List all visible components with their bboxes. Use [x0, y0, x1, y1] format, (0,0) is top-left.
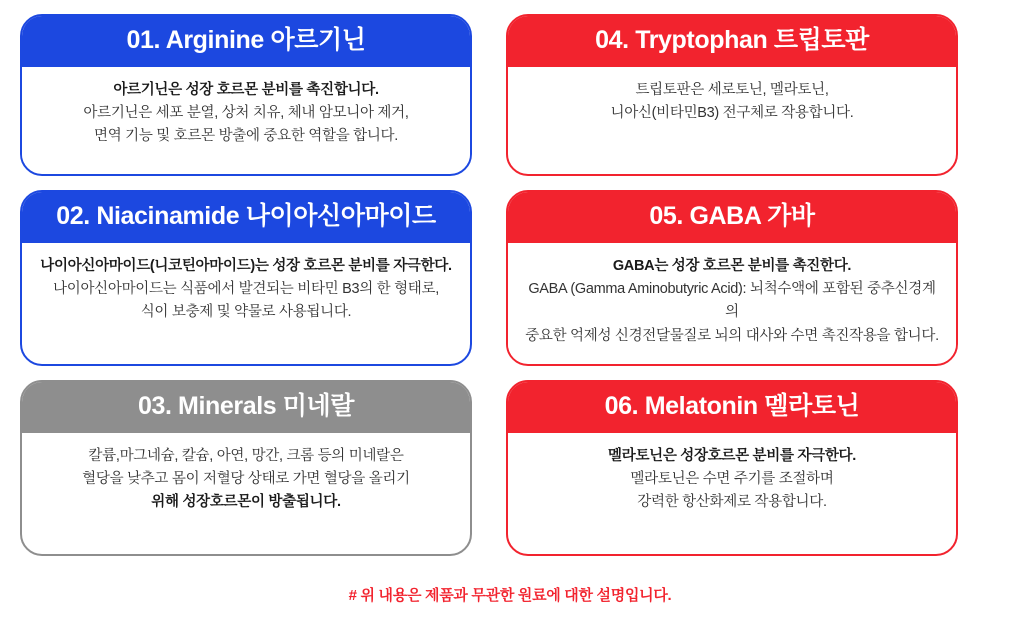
- card-line: 멜라토닌은 성장호르몬 분비를 자극한다.: [608, 447, 856, 464]
- card-line: GABA (Gamma Aminobutyric Acid): 뇌척수액에 포함된 중추신경계의: [528, 280, 936, 321]
- card-line: 아르기닌은 세포 분열, 상처 치유, 체내 암모니아 제거,: [83, 104, 409, 121]
- card-title: 05. GABA 가바: [649, 202, 815, 230]
- ingredient-card-gaba: [506, 190, 958, 366]
- card-header: [22, 192, 470, 243]
- card-line: 트립토판은 세로토닌, 멜라토닌,: [635, 81, 829, 98]
- card-line: GABA는 성장 호르몬 분비를 촉진한다.: [612, 257, 852, 274]
- card-title: 02. Niacinamide 나이아신아마이드: [56, 202, 436, 230]
- card-header: [22, 16, 470, 67]
- card-line: 멜라토닌은 수면 주기를 조절하며: [630, 470, 834, 487]
- ingredient-card-arginine: [20, 14, 472, 176]
- card-body: [22, 433, 470, 529]
- ingredient-card-niacinamide: [20, 190, 472, 366]
- card-line: 위해 성장호르몬이 방출됩니다.: [151, 494, 341, 511]
- card-line: 혈당을 낮추고 몸이 저혈당 상태로 가면 혈당을 올리기: [82, 470, 410, 487]
- card-line: 나이아신아마이드는 식품에서 발견되는 비타민 B3의 한 형태로,: [53, 280, 439, 297]
- ingredient-card-tryptophan: [506, 14, 958, 176]
- card-line: 면역 기능 및 호르몬 방출에 중요한 역할을 합니다.: [94, 128, 398, 145]
- card-line: 식이 보충제 및 약물로 사용됩니다.: [140, 304, 352, 321]
- card-body: [22, 67, 470, 163]
- card-header: [22, 382, 470, 433]
- card-body: [508, 243, 956, 363]
- card-line: 강력한 항산화제로 작용합니다.: [637, 494, 827, 511]
- ingredient-card-grid: [20, 14, 1000, 556]
- card-title: 06. Melatonin 멜라토닌: [604, 392, 860, 420]
- card-line: 칼륨,마그네슘, 칼슘, 아연, 망간, 크롬 등의 미네랄은: [88, 447, 404, 464]
- card-title: 04. Tryptophan 트립토판: [595, 26, 869, 54]
- footer-disclaimer: # 위 내용은 제품과 무관한 원료에 대한 설명입니다.: [348, 587, 672, 604]
- card-line: 나이아신아마이드(니코틴아마이드)는 성장 호르몬 분비를 자극한다.: [40, 257, 452, 274]
- card-body: [508, 433, 956, 529]
- card-header: [508, 382, 956, 433]
- card-header: [508, 16, 956, 67]
- card-line: 중요한 억제성 신경전달물질로 뇌의 대사와 수면 촉진작용을 합니다.: [525, 327, 939, 344]
- card-body: [22, 243, 470, 339]
- card-title: 03. Minerals 미네랄: [137, 392, 355, 420]
- card-header: [508, 192, 956, 243]
- card-line: 아르기닌은 성장 호르몬 분비를 촉진합니다.: [113, 81, 379, 98]
- ingredient-card-minerals: [20, 380, 472, 556]
- card-body: [508, 67, 956, 140]
- ingredient-card-melatonin: [506, 380, 958, 556]
- card-line: 니아신(비타민B3) 전구체로 작용합니다.: [610, 104, 854, 121]
- card-title: 01. Arginine 아르기닌: [126, 26, 366, 54]
